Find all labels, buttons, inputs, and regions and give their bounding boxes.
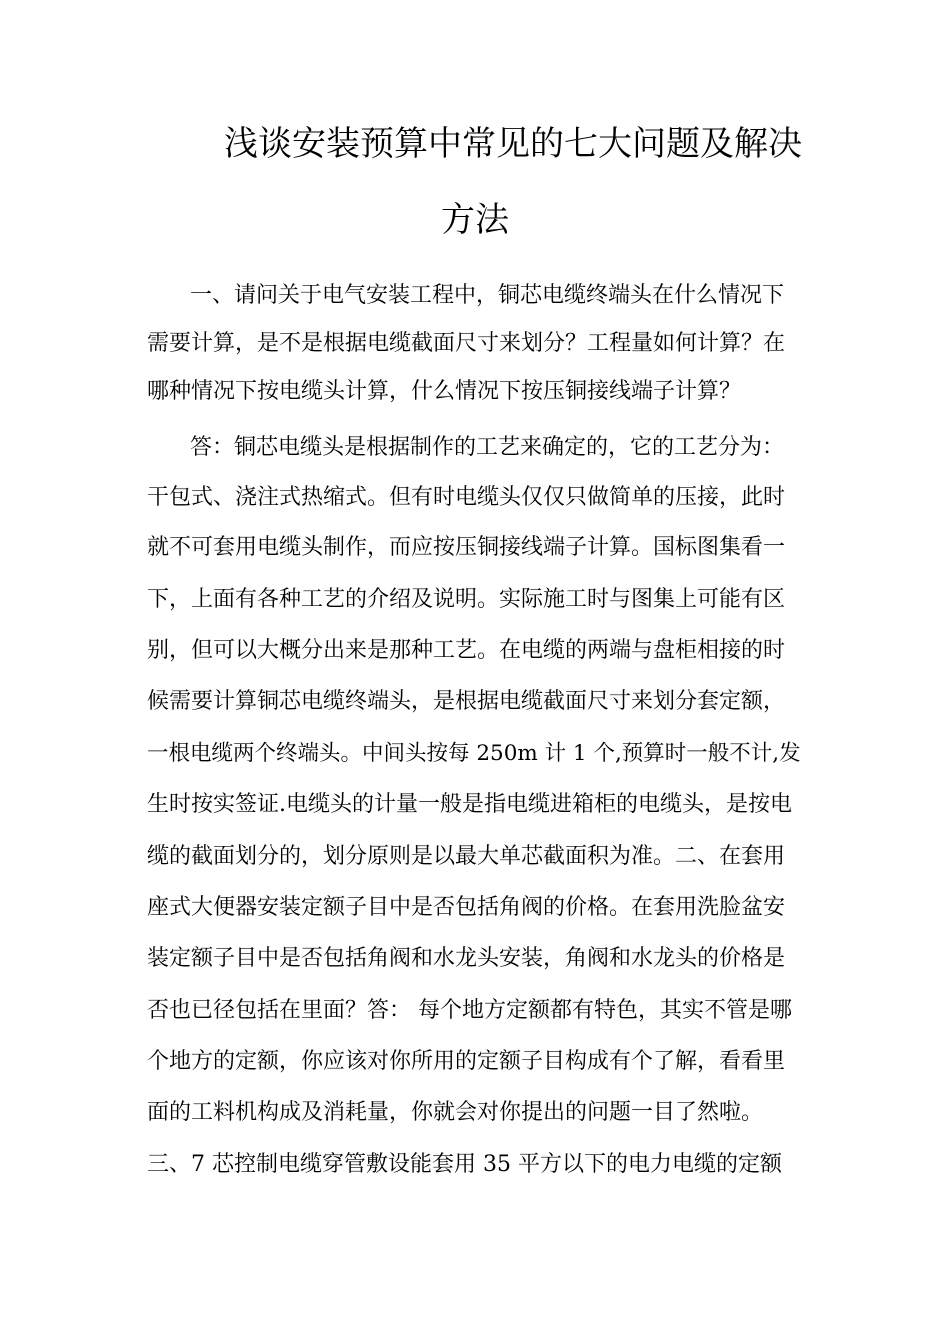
document-title-line-1: 浅谈安装预算中常见的七大问题及解决 bbox=[224, 124, 802, 164]
paragraph-line: 下，上面有各种工艺的介绍及说明。实际施工时与图集上可能有区 bbox=[147, 587, 786, 612]
paragraph-line: 个地方的定额，你应该对你所用的定额子目构成有个了解，看看里 bbox=[147, 1049, 786, 1074]
paragraph-line: 别，但可以大概分出来是那种工艺。在电缆的两端与盘柜相接的时 bbox=[147, 638, 786, 663]
paragraph-line: 三、7 芯控制电缆穿管敷设能套用 35 平方以下的电力电缆的定额 bbox=[147, 1152, 782, 1177]
paragraph-line: 干包式、浇注式热缩式。但有时电缆头仅仅只做简单的压接，此时 bbox=[147, 485, 786, 510]
paragraph-line: 哪种情况下按电缆头计算，什么情况下按压铜接线端子计算？ bbox=[147, 379, 742, 404]
paragraph-line: 就不可套用电缆头制作，而应按压铜接线端子计算。国标图集看一 bbox=[147, 535, 786, 560]
paragraph-line: 答：铜芯电缆头是根据制作的工艺来确定的，它的工艺分为： bbox=[190, 435, 785, 460]
paragraph-line: 一、请问关于电气安装工程中，铜芯电缆终端头在什么情况下 bbox=[190, 283, 785, 308]
document-title-line-2: 方法 bbox=[441, 200, 509, 240]
paragraph-line: 候需要计算铜芯电缆终端头，是根据电缆截面尺寸来划分套定额， bbox=[147, 689, 786, 714]
paragraph-line: 座式大便器安装定额子目中是否包括角阀的价格。在套用洗脸盆安 bbox=[147, 895, 786, 920]
paragraph-line: 一根电缆两个终端头。中间头按每 250m 计 1 个,预算时一般不计,发 bbox=[147, 741, 801, 766]
paragraph-line: 生时按实签证.电缆头的计量一般是指电缆进箱柜的电缆头，是按电 bbox=[147, 792, 792, 817]
paragraph-line: 装定额子目中是否包括角阀和水龙头安装，角阀和水龙头的价格是 bbox=[147, 946, 786, 971]
paragraph-line: 否也已径包括在里面？答： 每个地方定额都有特色，其实不管是哪 bbox=[147, 998, 792, 1023]
paragraph-line: 需要计算，是不是根据电缆截面尺寸来划分？工程量如何计算？在 bbox=[147, 331, 786, 356]
paragraph-line: 缆的截面划分的，划分原则是以最大单芯截面积为准。二、在套用 bbox=[147, 844, 786, 869]
paragraph-line: 面的工料机构成及消耗量，你就会对你提出的问题一目了然啦。 bbox=[147, 1100, 764, 1125]
